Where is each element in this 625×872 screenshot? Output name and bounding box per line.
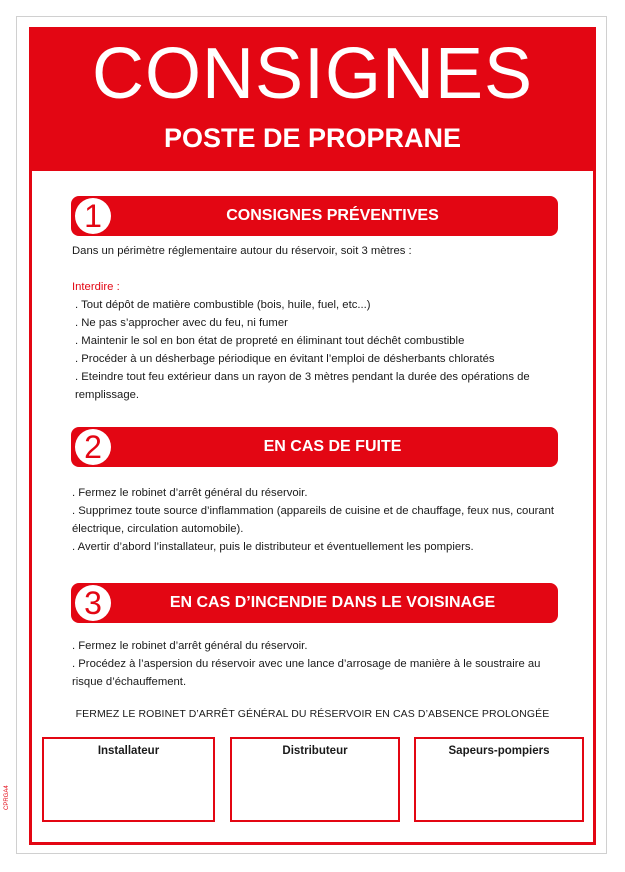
section-1-list bbox=[72, 296, 592, 404]
contact-label: Installateur bbox=[97, 745, 160, 757]
section-1-intro: Dans un périmètre réglementaire autour du réservoir, soit 3 mètres : bbox=[72, 245, 412, 257]
list-item: . Procéder à un désherbage périodique en évitant l’emploi de désherbants chloratés bbox=[75, 353, 495, 365]
list-item: . Fermez le robinet d’arrêt général du réservoir. bbox=[72, 487, 308, 499]
contact-box-distributeur bbox=[230, 737, 400, 822]
sign-frame bbox=[29, 27, 596, 845]
section-2-banner bbox=[71, 427, 558, 467]
contact-label: Sapeurs-pompiers bbox=[448, 745, 550, 757]
section-3-title: EN CAS D’INCENDIE DANS LE VOISINAGE bbox=[169, 594, 496, 611]
footer-note: FERMEZ LE ROBINET D’ARRÊT GÉNÉRAL DU RÉSERVOIR EN CAS D’ABSENCE PROLONGÉE bbox=[75, 708, 550, 720]
section-2-number: 2 bbox=[75, 429, 111, 465]
section-1-number: 1 bbox=[75, 198, 111, 234]
section-1-banner bbox=[71, 196, 558, 236]
contact-label: Distributeur bbox=[282, 745, 348, 757]
section-3-list bbox=[72, 637, 552, 691]
section-3-number: 3 bbox=[75, 585, 111, 621]
section-2-title: EN CAS DE FUITE bbox=[263, 438, 402, 455]
list-item: . Procédez à l’aspersion du réservoir avec une lance d’arrosage de manière à le soustraire au risque d’échauffement. bbox=[72, 658, 541, 688]
list-item: . Fermez le robinet d’arrêt général du réservoir. bbox=[72, 640, 308, 652]
list-item: . Eteindre tout feu extérieur dans un rayon de 3 mètres pendant la durée des opérations de remplissage. bbox=[75, 371, 530, 401]
page-title: CONSIGNES bbox=[91, 34, 534, 114]
list-item: . Tout dépôt de matière combustible (bois, huile, fuel, etc...) bbox=[75, 299, 371, 311]
section-2-list bbox=[72, 484, 562, 556]
section-1-title: CONSIGNES PRÉVENTIVES bbox=[226, 207, 439, 224]
list-item: . Ne pas s’approcher avec du feu, ni fumer bbox=[75, 317, 288, 329]
section-1-label: Interdire : bbox=[72, 281, 120, 293]
section-3-banner bbox=[71, 583, 558, 623]
list-item: . Avertir d’abord l’installateur, puis le distributeur et éventuellement les pompiers. bbox=[72, 541, 474, 553]
list-item: . Supprimez toute source d’inflammation (appareils de cuisine et de chauffage, feux nus, courant électrique, circulation automobile). bbox=[72, 505, 555, 535]
reference-code: CPRGA4 bbox=[4, 785, 10, 810]
contact-box-installateur bbox=[42, 737, 215, 822]
contact-box-pompiers bbox=[414, 737, 584, 822]
list-item: . Maintenir le sol en bon état de propreté en éliminant tout déchêt combustible bbox=[75, 335, 465, 347]
page-subtitle: POSTE DE PROPRANE bbox=[163, 123, 462, 153]
header-band bbox=[32, 30, 593, 171]
